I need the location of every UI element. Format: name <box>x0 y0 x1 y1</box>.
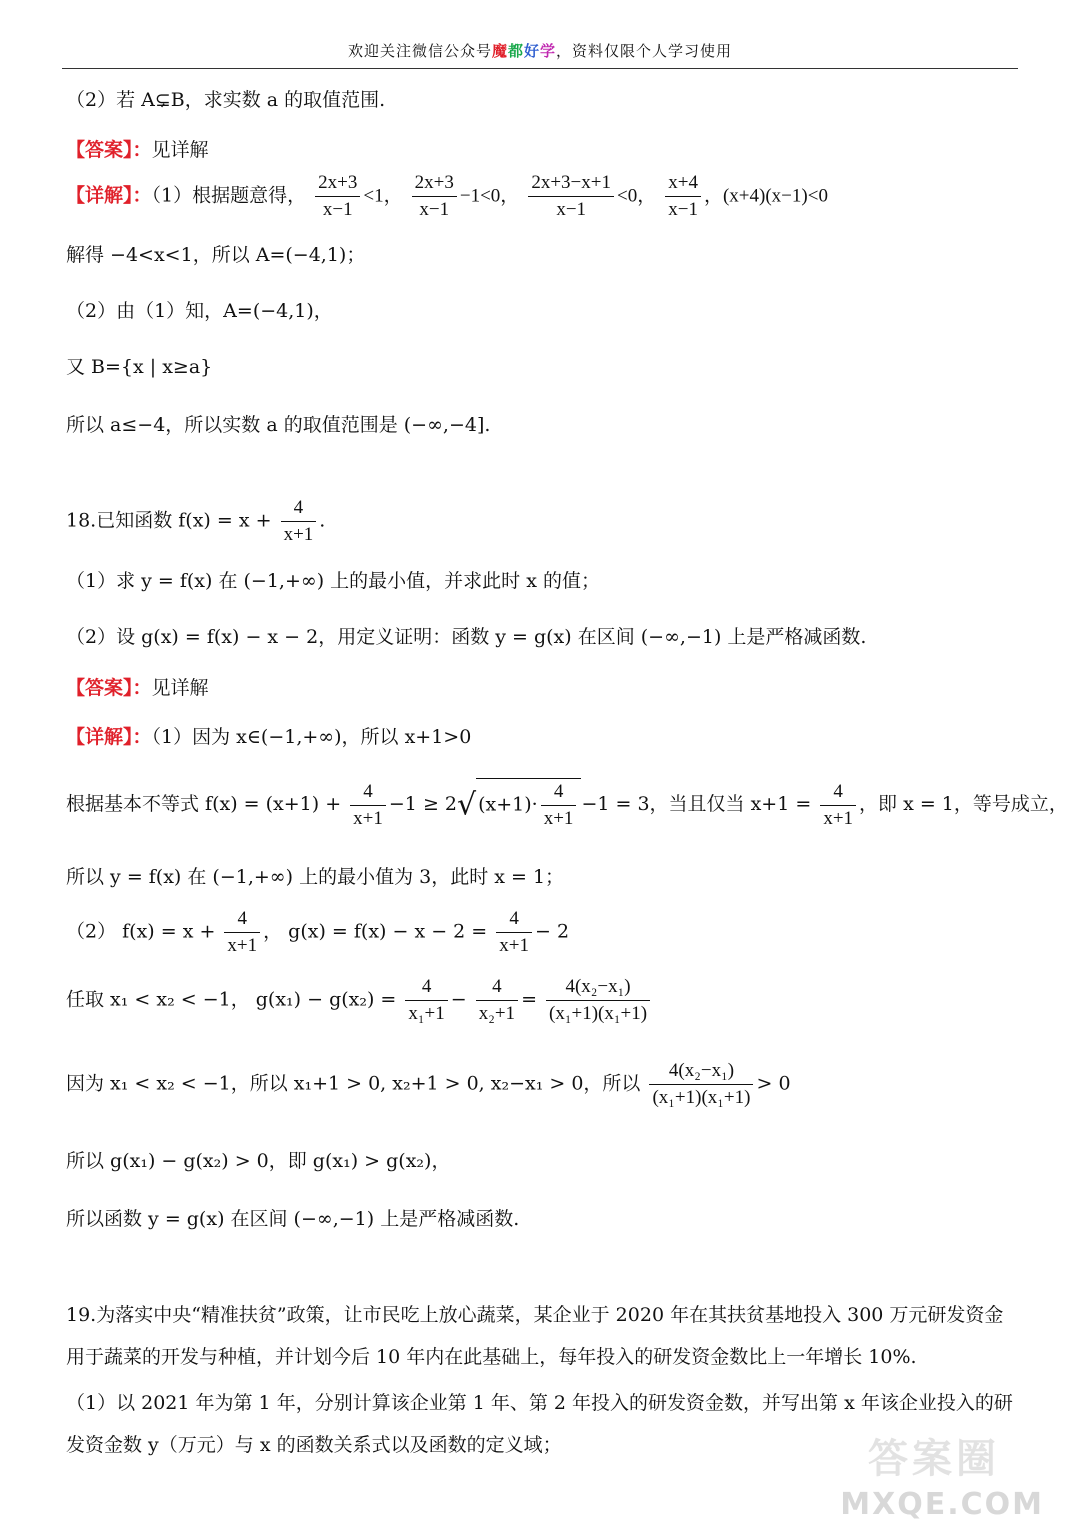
q18-take-line: 任取 x₁ < x₂ < −1， g(x₁) − g(x₂) = $\frac{4}{\text{x₁+1}}$ − $\frac{4}{\text{x₂+1}}$ = $\frac{\text{4(x₂−x₁)}}{\text{(x₁+1)(x₁+1)}}$ <box>66 974 653 1027</box>
detail-label: 【详解】： <box>66 726 152 748</box>
q17-detail-line: 【详解】：（1）根据题意得， $\frac{2x+3}{x-1}$ <1， $\frac{2x+3}{x-1}$ −1<0， $\frac{2x+3-x+1}{x-1}$ <0， $\frac{x+4}{x-1}$ ，(x+4)(x−1)<0 <box>66 170 828 223</box>
answer-text: 见详解 <box>151 139 209 161</box>
line1-rest: ，(x+4)(x−1)<0 <box>703 185 828 207</box>
page-header <box>62 40 1018 69</box>
brand-char-2: 都 <box>507 42 524 60</box>
q17-line5: 所以 a≤−4，所以实数 a 的取值范围是 (−∞,−4]. <box>66 414 491 436</box>
q19-stem: 19.为落实中央“精准扶贫”政策，让市民吃上放心蔬菜，某企业于 2020 年在其扶贫基地投入 300 万元研发资金用于蔬菜的开发与种植，并计划今后 10 年内在此基础上，每年投入的研发资金数比上一年增长 10%. <box>66 1304 1004 1368</box>
q18-inequality: 根据基本不等式 f(x) = (x+1) + $\frac{4}{x+1}$ −1 ≥ 2√ (x+1)· $\frac{4}{x+1}$ −1 = 3，当且仅当 x+1 = $\frac{4}{x+1}$ ，即 x = 1，等号成立， <box>66 778 1068 832</box>
watermark-text: 答案圈 <box>868 1436 1000 1482</box>
q18-detail: 【详解】：（1）因为 x∈(−1,+∞)，所以 x+1>0 <box>66 726 472 748</box>
sqrt-body: (x+1)· $\frac{4}{x+1}$ <box>476 778 581 832</box>
q18-fraction: $\frac{4}{x+1}$ <box>281 495 317 548</box>
q18-conclude1: 所以 g(x₁) − g(x₂) > 0，即 g(x₁) > g(x₂)， <box>66 1150 451 1172</box>
fraction-4: $\frac{x+4}{x-1}$ <box>665 170 701 223</box>
fraction-3: $\frac{2x+3-x+1}{x-1}$ <box>528 170 614 223</box>
fraction-2: $\frac{2x+3}{x-1}$ <box>412 170 457 223</box>
answer-label: 【答案】： <box>66 139 152 161</box>
frac-4-over-xp1: $\frac{4}{x+1}$ <box>350 779 386 832</box>
answer-label: 【答案】： <box>66 677 152 699</box>
q17-line4: 又 B={x | x≥a} <box>66 356 213 378</box>
detail-intro: （1）根据题意得， <box>151 184 307 207</box>
watermark-url: MXQE.COM <box>840 1487 1044 1522</box>
fraction-1: $\frac{2x+3}{x-1}$ <box>315 170 360 223</box>
q17-answer <box>66 135 209 162</box>
q18-part2: （2）设 g(x) = f(x) − x − 2，用定义证明：函数 y = g(x) 在区间 (−∞,−1) 上是严格减函数. <box>66 626 867 648</box>
q18-answer <box>66 673 209 700</box>
header-suffix: ，资料仅限个人学习使用 <box>556 42 733 60</box>
q18-p2-def: （2） f(x) = x + $\frac{4}{x+1}$ ， g(x) = f(x) − x − 2 = $\frac{4}{x+1}$ − 2 <box>66 908 570 956</box>
q18-stem: 18.已知函数 f(x) = x + $\frac{4}{x+1}$ . <box>66 495 325 548</box>
brand-char-1: 魔 <box>491 42 508 60</box>
q17-line2: 解得 −4<x<1，所以 A=(−4,1)； <box>66 244 366 266</box>
q18-part1: （1）求 y = f(x) 在 (−1,+∞) 上的最小值，并求此时 x 的值； <box>66 570 600 592</box>
brand-char-3: 好 <box>524 42 541 60</box>
brand-char-4: 学 <box>540 42 557 60</box>
q19-part1: （1）以 2021 年为第 1 年，分别计算该企业第 1 年、第 2 年投入的研发资金数，并写出第 x 年该企业投入的研发资金数 y（万元）与 x 的函数关系式以及函数的定义域； <box>66 1392 1013 1456</box>
q18-conclude2: 所以函数 y = g(x) 在区间 (−∞,−1) 上是严格减函数. <box>66 1208 520 1230</box>
answer-text: 见详解 <box>151 677 209 699</box>
q18-because-line: 因为 x₁ < x₂ < −1，所以 x₁+1 > 0, x₂+1 > 0, x₂−x₁ > 0，所以 $\frac{\text{4(x₂−x₁)}}{\text{(x₁+1)(x₁+1)}}$ > 0 <box>66 1060 791 1108</box>
frac-4-over-xp1-b: $\frac{4}{x+1}$ <box>820 779 856 832</box>
header-prefix: 欢迎关注微信公众号 <box>347 42 492 60</box>
q17-part2: （2）若 A⊊B，求实数 a 的取值范围. <box>66 89 386 111</box>
q17-line3: （2）由（1）知，A=(−4,1)， <box>66 300 333 322</box>
sqrt-icon: √ <box>457 787 477 823</box>
detail-label: 【详解】： <box>66 184 152 207</box>
q18-min-line: 所以 y = f(x) 在 (−1,+∞) 上的最小值为 3，此时 x = 1； <box>66 866 565 888</box>
